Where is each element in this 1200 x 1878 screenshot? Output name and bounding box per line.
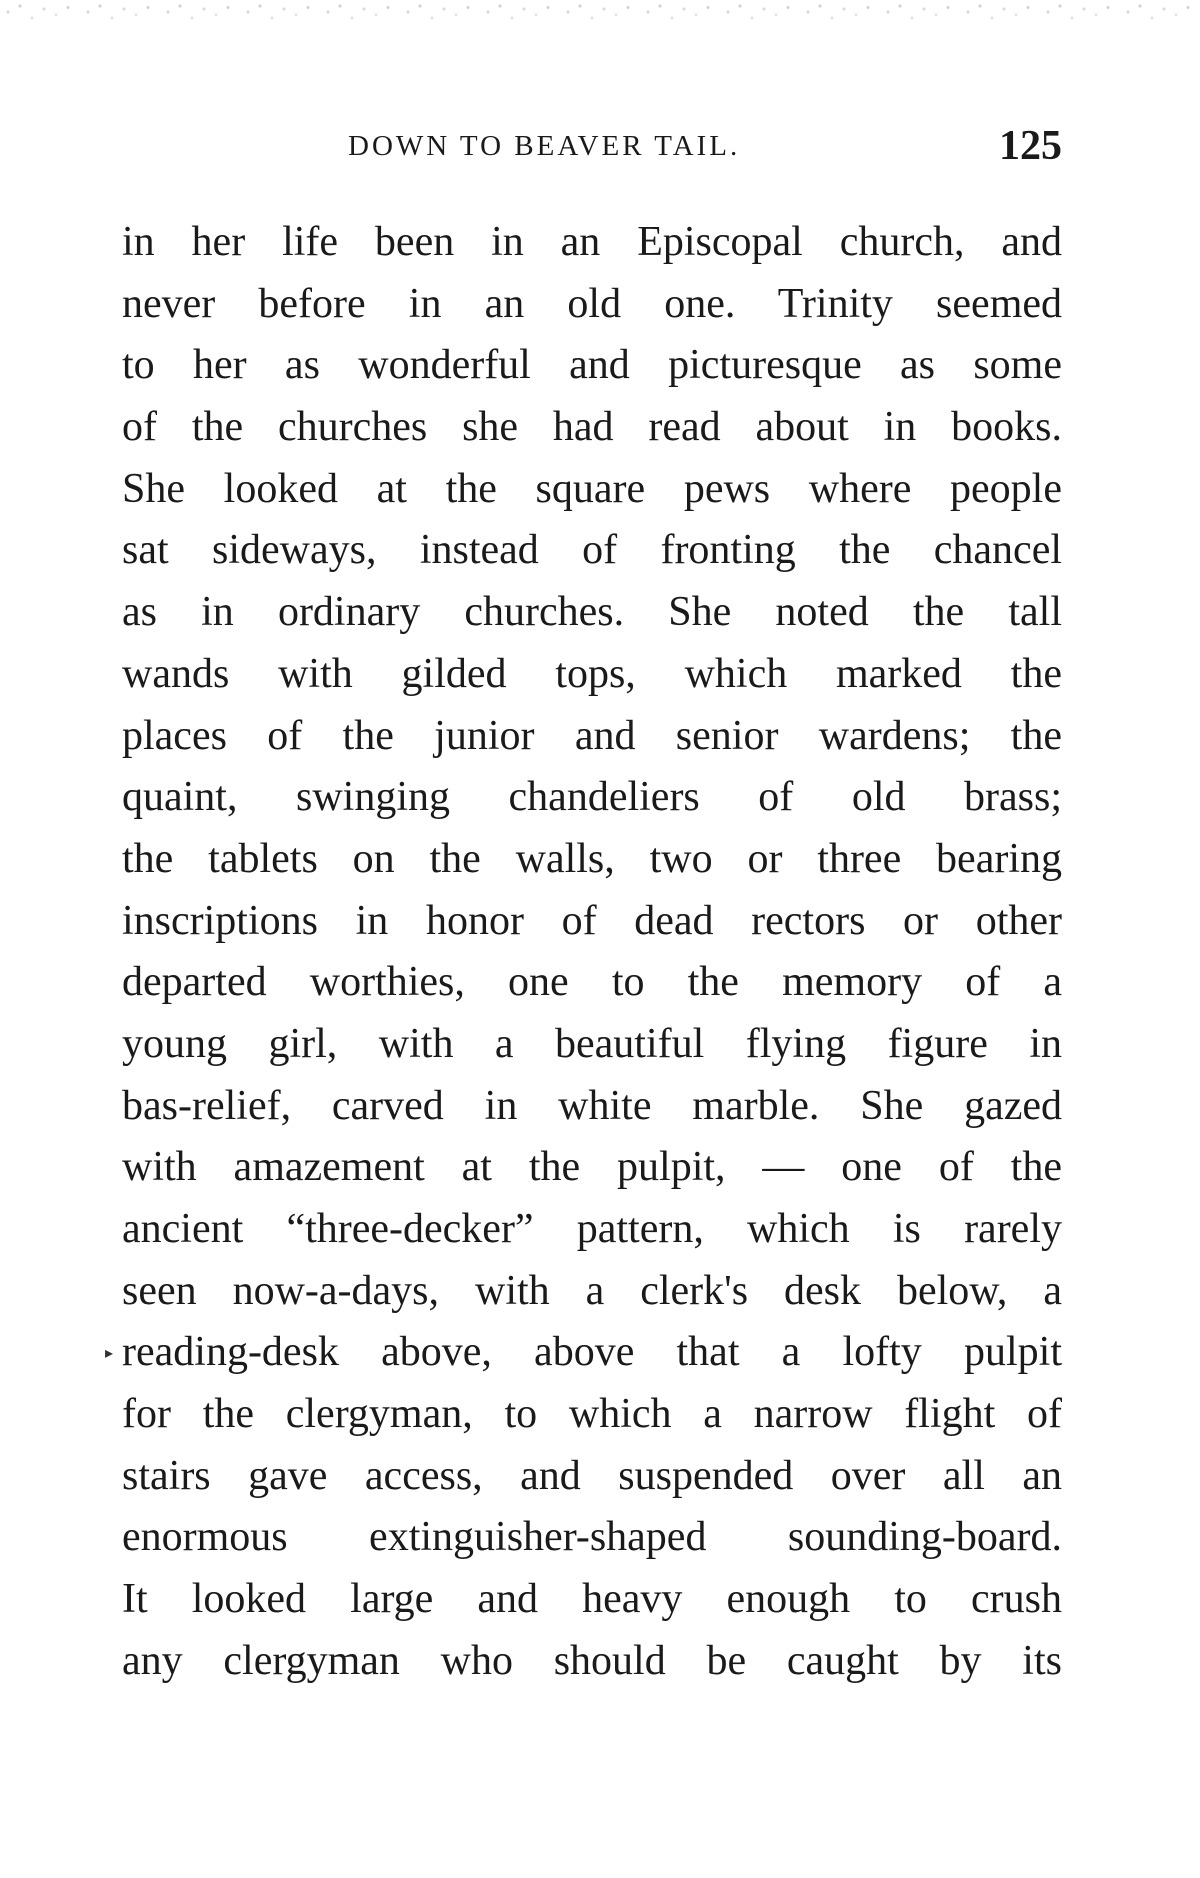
text-line: never before in an old one. Trinity seemed xyxy=(122,280,1062,327)
text-line: stairs gave access, and suspended over all an xyxy=(122,1452,1062,1499)
text-line: enormous extinguisher-shaped sounding-board. xyxy=(122,1514,1062,1561)
text-line: wands with gilded tops, which marked the xyxy=(122,650,1062,697)
text-line: any clergyman who should be caught by its xyxy=(122,1637,1062,1684)
text-line: young girl, with a beautiful flying figure in xyxy=(122,1020,1062,1067)
text-line: as in ordinary churches. She noted the tall xyxy=(122,589,1062,636)
text-line: inscriptions in honor of dead rectors or other xyxy=(122,897,1062,944)
running-head xyxy=(0,122,1200,172)
text-line: ancient “three-decker” pattern, which is rarely xyxy=(122,1206,1062,1252)
text-line: the tablets on the walls, two or three bearing xyxy=(122,835,1062,882)
text-line: with amazement at the pulpit, — one of the xyxy=(122,1144,1062,1191)
text-line: to her as wonderful and picturesque as some xyxy=(122,342,1062,389)
text-line: It looked large and heavy enough to crush xyxy=(122,1576,1062,1623)
printer-mark-icon: ▸ xyxy=(105,1345,114,1362)
paper-speckle xyxy=(0,0,1200,30)
text-line: for the clergyman, to which a narrow flight of xyxy=(122,1391,1062,1438)
text-line: sat sideways, instead of fronting the chancel xyxy=(122,527,1062,574)
text-line: of the churches she had read about in books. xyxy=(122,404,1062,451)
page-number: 125 xyxy=(999,123,1062,169)
text-line: in her life been in an Episcopal church, and xyxy=(122,219,1062,265)
text-line: seen now-a-days, with a clerk's desk below, a xyxy=(122,1267,1062,1314)
text-line: bas-relief, carved in white marble. She gazed xyxy=(122,1082,1062,1129)
text-line: She looked at the square pews where people xyxy=(122,465,1062,512)
text-line: departed worthies, one to the memory of a xyxy=(122,959,1062,1006)
body-text xyxy=(122,212,1062,1693)
running-title: DOWN TO BEAVER TAIL. xyxy=(348,130,741,162)
text-line: places of the junior and senior wardens; the xyxy=(122,712,1062,759)
text-line: quaint, swinging chandeliers of old brass; xyxy=(122,774,1062,821)
text-line: reading-desk above, above that a lofty pulpit xyxy=(122,1329,1062,1376)
